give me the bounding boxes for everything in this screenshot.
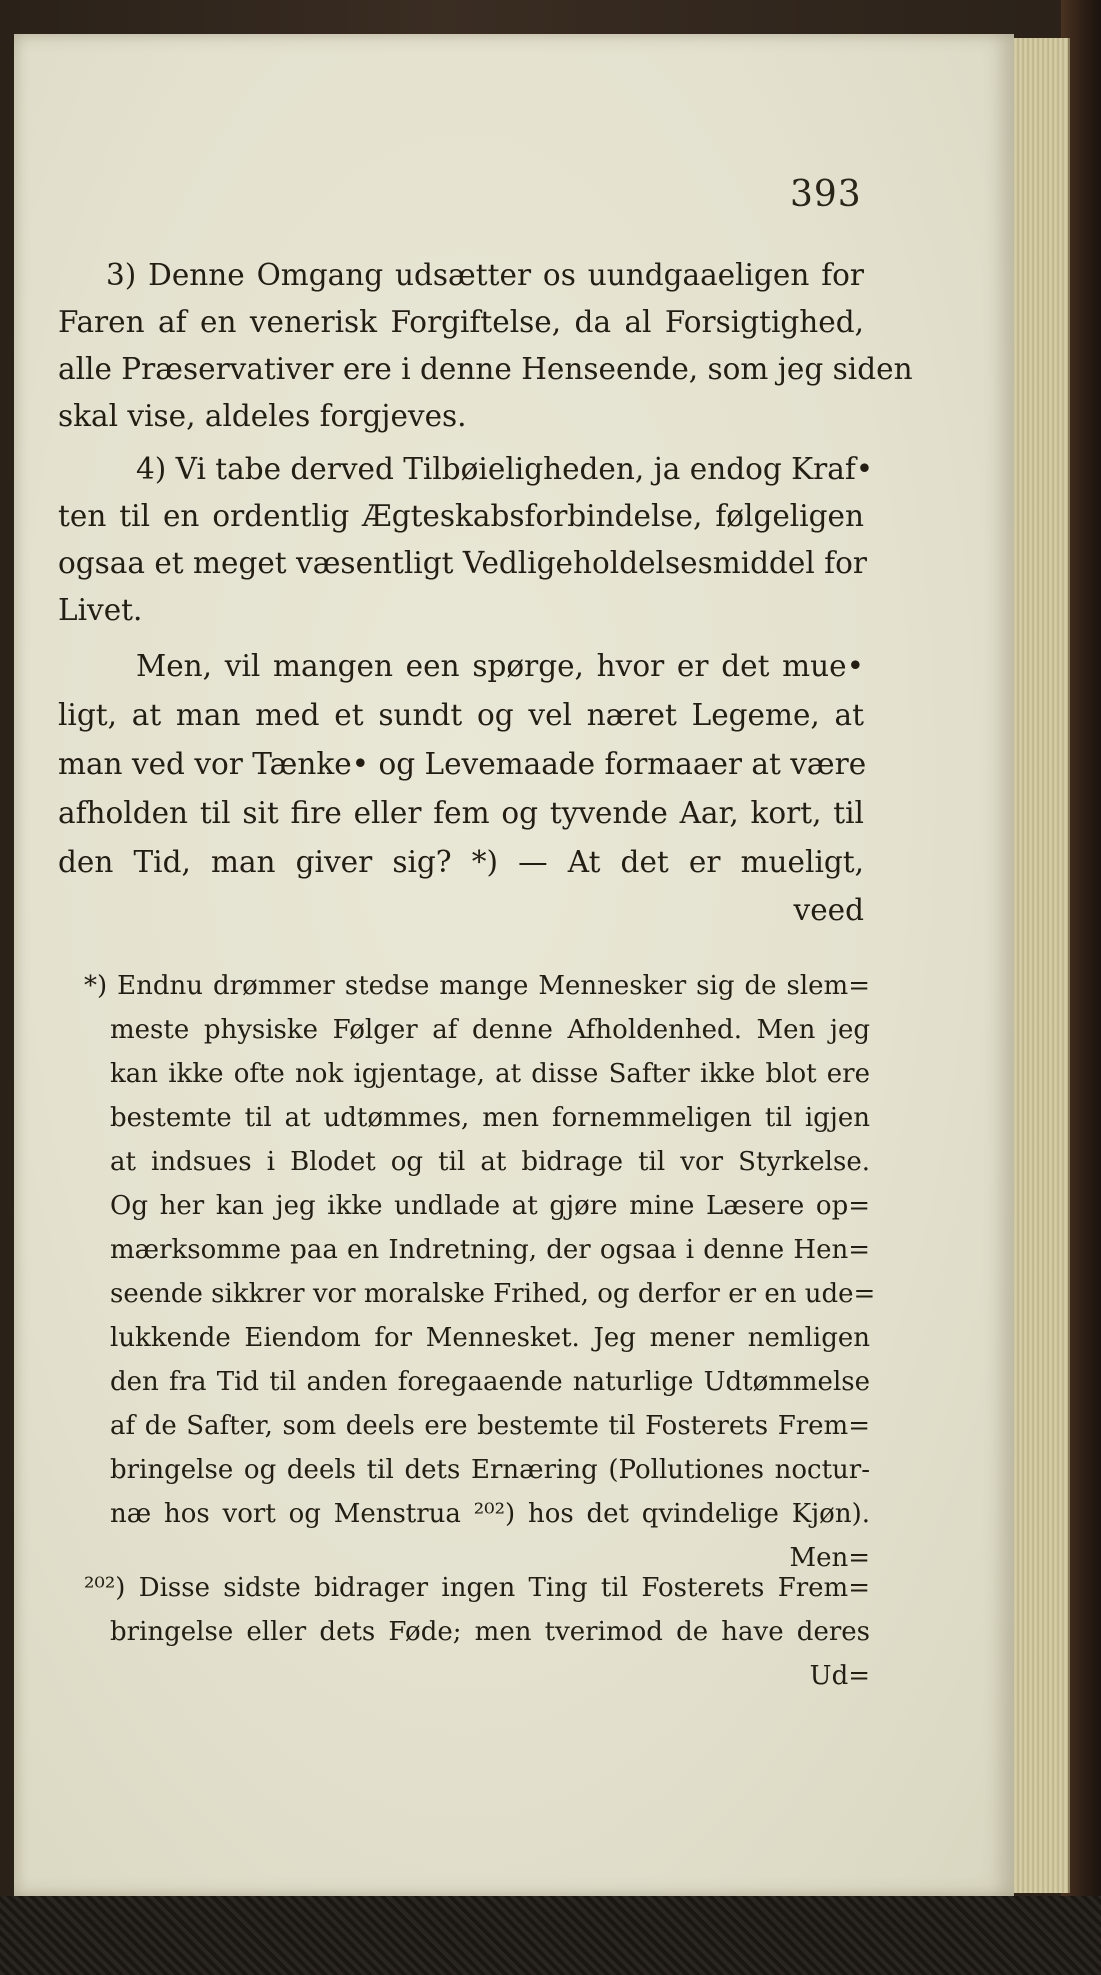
page-number: 393 bbox=[790, 174, 862, 215]
text-line: ogsaa et meget væsentligt Vedligeholdelsesmiddel for bbox=[58, 546, 867, 580]
footnote-line: bringelse og deels til dets Ernæring (Pollutiones noctur- bbox=[110, 1455, 870, 1485]
scan-background-strip bbox=[0, 1896, 1101, 1975]
text-line: man ved vor Tænke• og Levemaade formaaer at være bbox=[58, 747, 867, 781]
catchword: veed bbox=[793, 893, 864, 927]
footnote-line: at indsues i Blodet og til at bidrage til vor Styrkelse. bbox=[110, 1147, 870, 1177]
footnote-line: *) Endnu drømmer stedse mange Mennesker sig de slem= bbox=[84, 971, 870, 1001]
footnote-line: kan ikke ofte nok igjentage, at disse Safter ikke blot ere bbox=[110, 1059, 870, 1089]
footnote-line: mærksomme paa en Indretning, der ogsaa i denne Hen= bbox=[110, 1235, 870, 1265]
text-line: 3) Denne Omgang udsætter os uundgaaeligen for bbox=[106, 258, 864, 292]
text-line: Men, vil mangen een spørge, hvor er det mue• bbox=[136, 649, 864, 683]
footnote-catchword: Men= bbox=[789, 1543, 870, 1573]
text-line: den Tid, man giver sig? *) — At det er mueligt, bbox=[58, 845, 864, 879]
footnote-line: meste physiske Følger af denne Afholdenhed. Men jeg bbox=[110, 1015, 870, 1045]
page-stack-edge bbox=[1010, 38, 1070, 1893]
text-line: skal vise, aldeles forgjeves. bbox=[58, 399, 467, 433]
footnote-line: seende sikkrer vor moralske Frihed, og derfor er en ude= bbox=[110, 1279, 876, 1309]
footnote-line: ²⁰²) Disse sidste bidrager ingen Ting til Fosterets Frem= bbox=[84, 1573, 870, 1603]
footnote-line: lukkende Eiendom for Mennesket. Jeg mener nemligen bbox=[110, 1323, 870, 1353]
footnote-line: bestemte til at udtømmes, men fornemmeligen til igjen bbox=[110, 1103, 870, 1133]
footnote-catchword: Ud= bbox=[809, 1661, 870, 1691]
footnote-line: af de Safter, som deels ere bestemte til Fosterets Frem= bbox=[110, 1411, 870, 1441]
text-line: afholden til sit fire eller fem og tyvende Aar, kort, til bbox=[58, 796, 864, 830]
text-line: 4) Vi tabe derved Tilbøieligheden, ja endog Kraf• bbox=[136, 452, 874, 486]
book-page bbox=[14, 34, 1014, 1896]
text-line: Faren af en venerisk Forgiftelse, da al Forsigtighed, bbox=[58, 305, 864, 339]
text-line: ten til en ordentlig Ægteskabsforbindelse, følgeligen bbox=[58, 499, 864, 533]
text-line: alle Præservativer ere i denne Henseende, som jeg siden bbox=[58, 352, 913, 386]
text-line: ligt, at man med et sundt og vel næret Legeme, at bbox=[58, 698, 864, 732]
footnote-line: Og her kan jeg ikke undlade at gjøre mine Læsere op= bbox=[110, 1191, 870, 1221]
footnote-line: den fra Tid til anden foregaaende naturlige Udtømmelse bbox=[110, 1367, 870, 1397]
footnote-line: bringelse eller dets Føde; men tverimod de have deres bbox=[110, 1617, 870, 1647]
text-line: Livet. bbox=[58, 593, 143, 627]
footnote-line: næ hos vort og Menstrua ²⁰²) hos det qvindelige Kjøn). bbox=[110, 1499, 870, 1529]
